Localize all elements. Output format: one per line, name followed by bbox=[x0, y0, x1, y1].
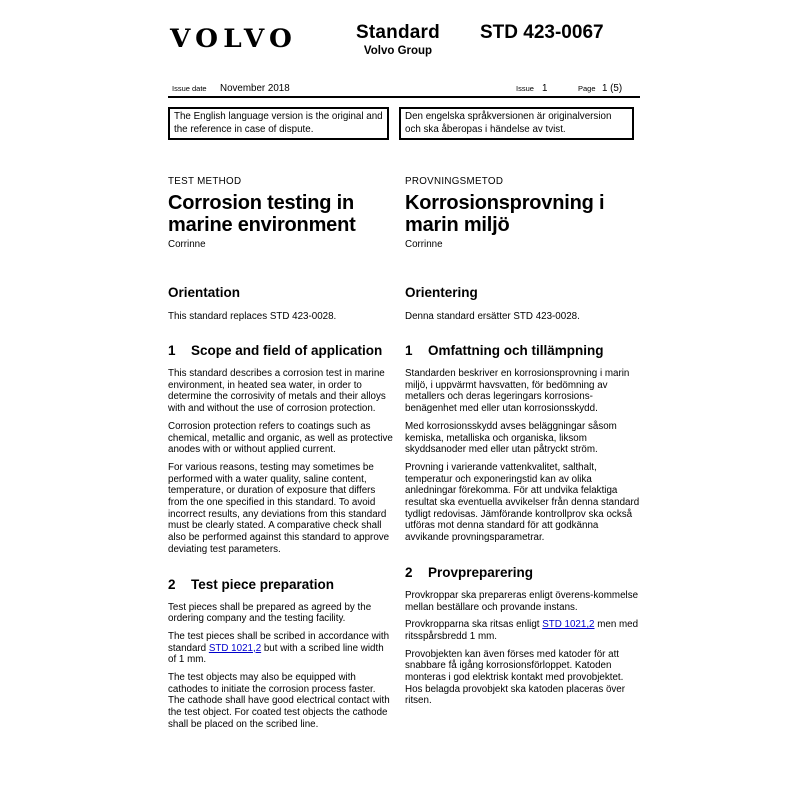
issue-label: Issue bbox=[516, 84, 534, 93]
std-1021-link[interactable]: STD 1021,2 bbox=[208, 642, 262, 654]
volvo-logo: VOLVO bbox=[170, 24, 298, 53]
byline: Corrinne bbox=[405, 239, 443, 250]
section-2-number: 2 bbox=[405, 564, 413, 580]
issue-info-row bbox=[168, 82, 640, 98]
category-label: PROVNINGSMETOD bbox=[405, 176, 504, 187]
document-title: Korrosionsprovning i marin miljö bbox=[405, 192, 605, 236]
section-1-heading bbox=[168, 343, 393, 358]
paragraph: Corrosion protection refers to coatings such as chemical, metallic and organic, as well as protective anodes with or without applied current. bbox=[168, 420, 393, 456]
category-label: TEST METHOD bbox=[168, 176, 242, 187]
two-column-body bbox=[168, 176, 640, 731]
paragraph: Provobjekten kan även förses med katoder för att snabbare få igång korrosionsförloppet. Katoden monteras i god elektrisk kontakt med provobjektet. Hos belagda provobjekt ska katoden placeras över ritsen. bbox=[405, 648, 626, 707]
paragraph: The test objects may also be equipped with cathodes to initiate the corrosion process faster. The cathode shall have good electrical contact with the test object. For coated test objects the cathode shall be placed on the scribed line. bbox=[168, 672, 390, 730]
issue-value: 1 bbox=[542, 83, 548, 94]
paragraph: This standard describes a corrosion test in marine environment, in heated sea water, in order to determine the corrosivity of metals and their alloys with and without the use of corrosion protection. bbox=[168, 368, 386, 415]
paragraph: Med korrosionsskydd avses beläggningar såsom kemiska, metalliska och organiska, liksom skyddsanoder med eller utan påtryckt ström. bbox=[405, 420, 617, 456]
orientation-text: Denna standard ersätter STD 423-0028. bbox=[405, 311, 580, 322]
section-2-title: Test piece preparation bbox=[191, 576, 335, 592]
issue-date-value: November 2018 bbox=[220, 83, 290, 94]
issue-date-label: Issue date bbox=[172, 84, 207, 93]
section-1-title: Omfattning och tillämpning bbox=[428, 343, 604, 358]
document-header bbox=[168, 20, 640, 82]
paragraph: Provkroppar ska prepareras enligt överens-kommelse mellan beställare och provande instans. bbox=[405, 589, 639, 613]
document-content bbox=[168, 20, 640, 731]
section-2-heading bbox=[405, 565, 640, 580]
paragraph-with-link bbox=[405, 619, 640, 642]
paragraph: Test pieces shall be prepared as agreed by the ordering company and the testing facility. bbox=[168, 601, 372, 625]
section-2-number: 2 bbox=[168, 576, 176, 592]
document-title: Corrosion testing in marine environment bbox=[168, 192, 356, 236]
section-1-title: Scope and field of application bbox=[191, 343, 383, 358]
column-swedish bbox=[405, 176, 640, 731]
section-1-heading bbox=[405, 343, 640, 358]
language-notices bbox=[168, 107, 640, 140]
paragraph-text: men med ritsspårsbredd 1 mm. bbox=[405, 619, 639, 642]
notice-box-swedish: Den engelska språkversionen är originalversion och ska åberopas i händelse av tvist. bbox=[399, 107, 634, 140]
paragraph: Standarden beskriver en korrosionsprovning i marin miljö, i uppvärmt havsvatten, för bedömning av metallers och deras legeringars korrosions-benägenhet med eller utan korrosionsskydd. bbox=[405, 368, 630, 415]
paragraph-text: The test pieces shall be scribed in accordance with standard bbox=[168, 630, 390, 654]
page-value: 1 (5) bbox=[602, 83, 623, 94]
section-2-title: Provpreparering bbox=[428, 564, 534, 580]
orientation-text: This standard replaces STD 423-0028. bbox=[168, 311, 337, 322]
section-1-number: 1 bbox=[168, 343, 176, 358]
doc-type-title: Standard bbox=[356, 22, 440, 43]
section-1-number: 1 bbox=[405, 343, 413, 358]
paragraph: For various reasons, testing may sometimes be performed with a water quality, saline content, temperature, or duration of exposure that differs from the one specified in this standard. To avoid incorrect results, any deviations from this standard must be clearly stated. A comparative check shall also be performed against this standard to approve deviating test parameters. bbox=[168, 461, 390, 555]
orientation-heading: Orientering bbox=[405, 285, 478, 300]
column-english bbox=[168, 176, 393, 731]
paragraph: Provning i varierande vattenkvalitet, salthalt, temperatur och exponeringstid kan av olika anledningar förekomma. För att undvika felaktiga resultat ska eventuella avvikelser från denna standard tydligt redovisas. Jämförande kontrollprov ska också utföras mot denna standard för att godkänna avvikande provningsparametrar. bbox=[405, 461, 640, 544]
notice-box-english: The English language version is the original and the reference in case of dispute. bbox=[168, 107, 389, 140]
page-label: Page bbox=[578, 84, 596, 93]
paragraph-text: but with a scribed line width of 1 mm. bbox=[168, 642, 384, 666]
section-2-heading bbox=[168, 577, 393, 592]
org-name: Volvo Group bbox=[363, 45, 433, 57]
std-1021-link[interactable]: STD 1021,2 bbox=[542, 619, 595, 631]
byline: Corrinne bbox=[168, 239, 206, 250]
doc-type-block bbox=[336, 22, 460, 57]
paragraph-text: Provkropparna ska ritsas enligt bbox=[405, 619, 543, 631]
paragraph-with-link bbox=[168, 631, 393, 666]
doc-number: STD 423-0067 bbox=[480, 22, 604, 43]
orientation-heading: Orientation bbox=[168, 285, 241, 300]
